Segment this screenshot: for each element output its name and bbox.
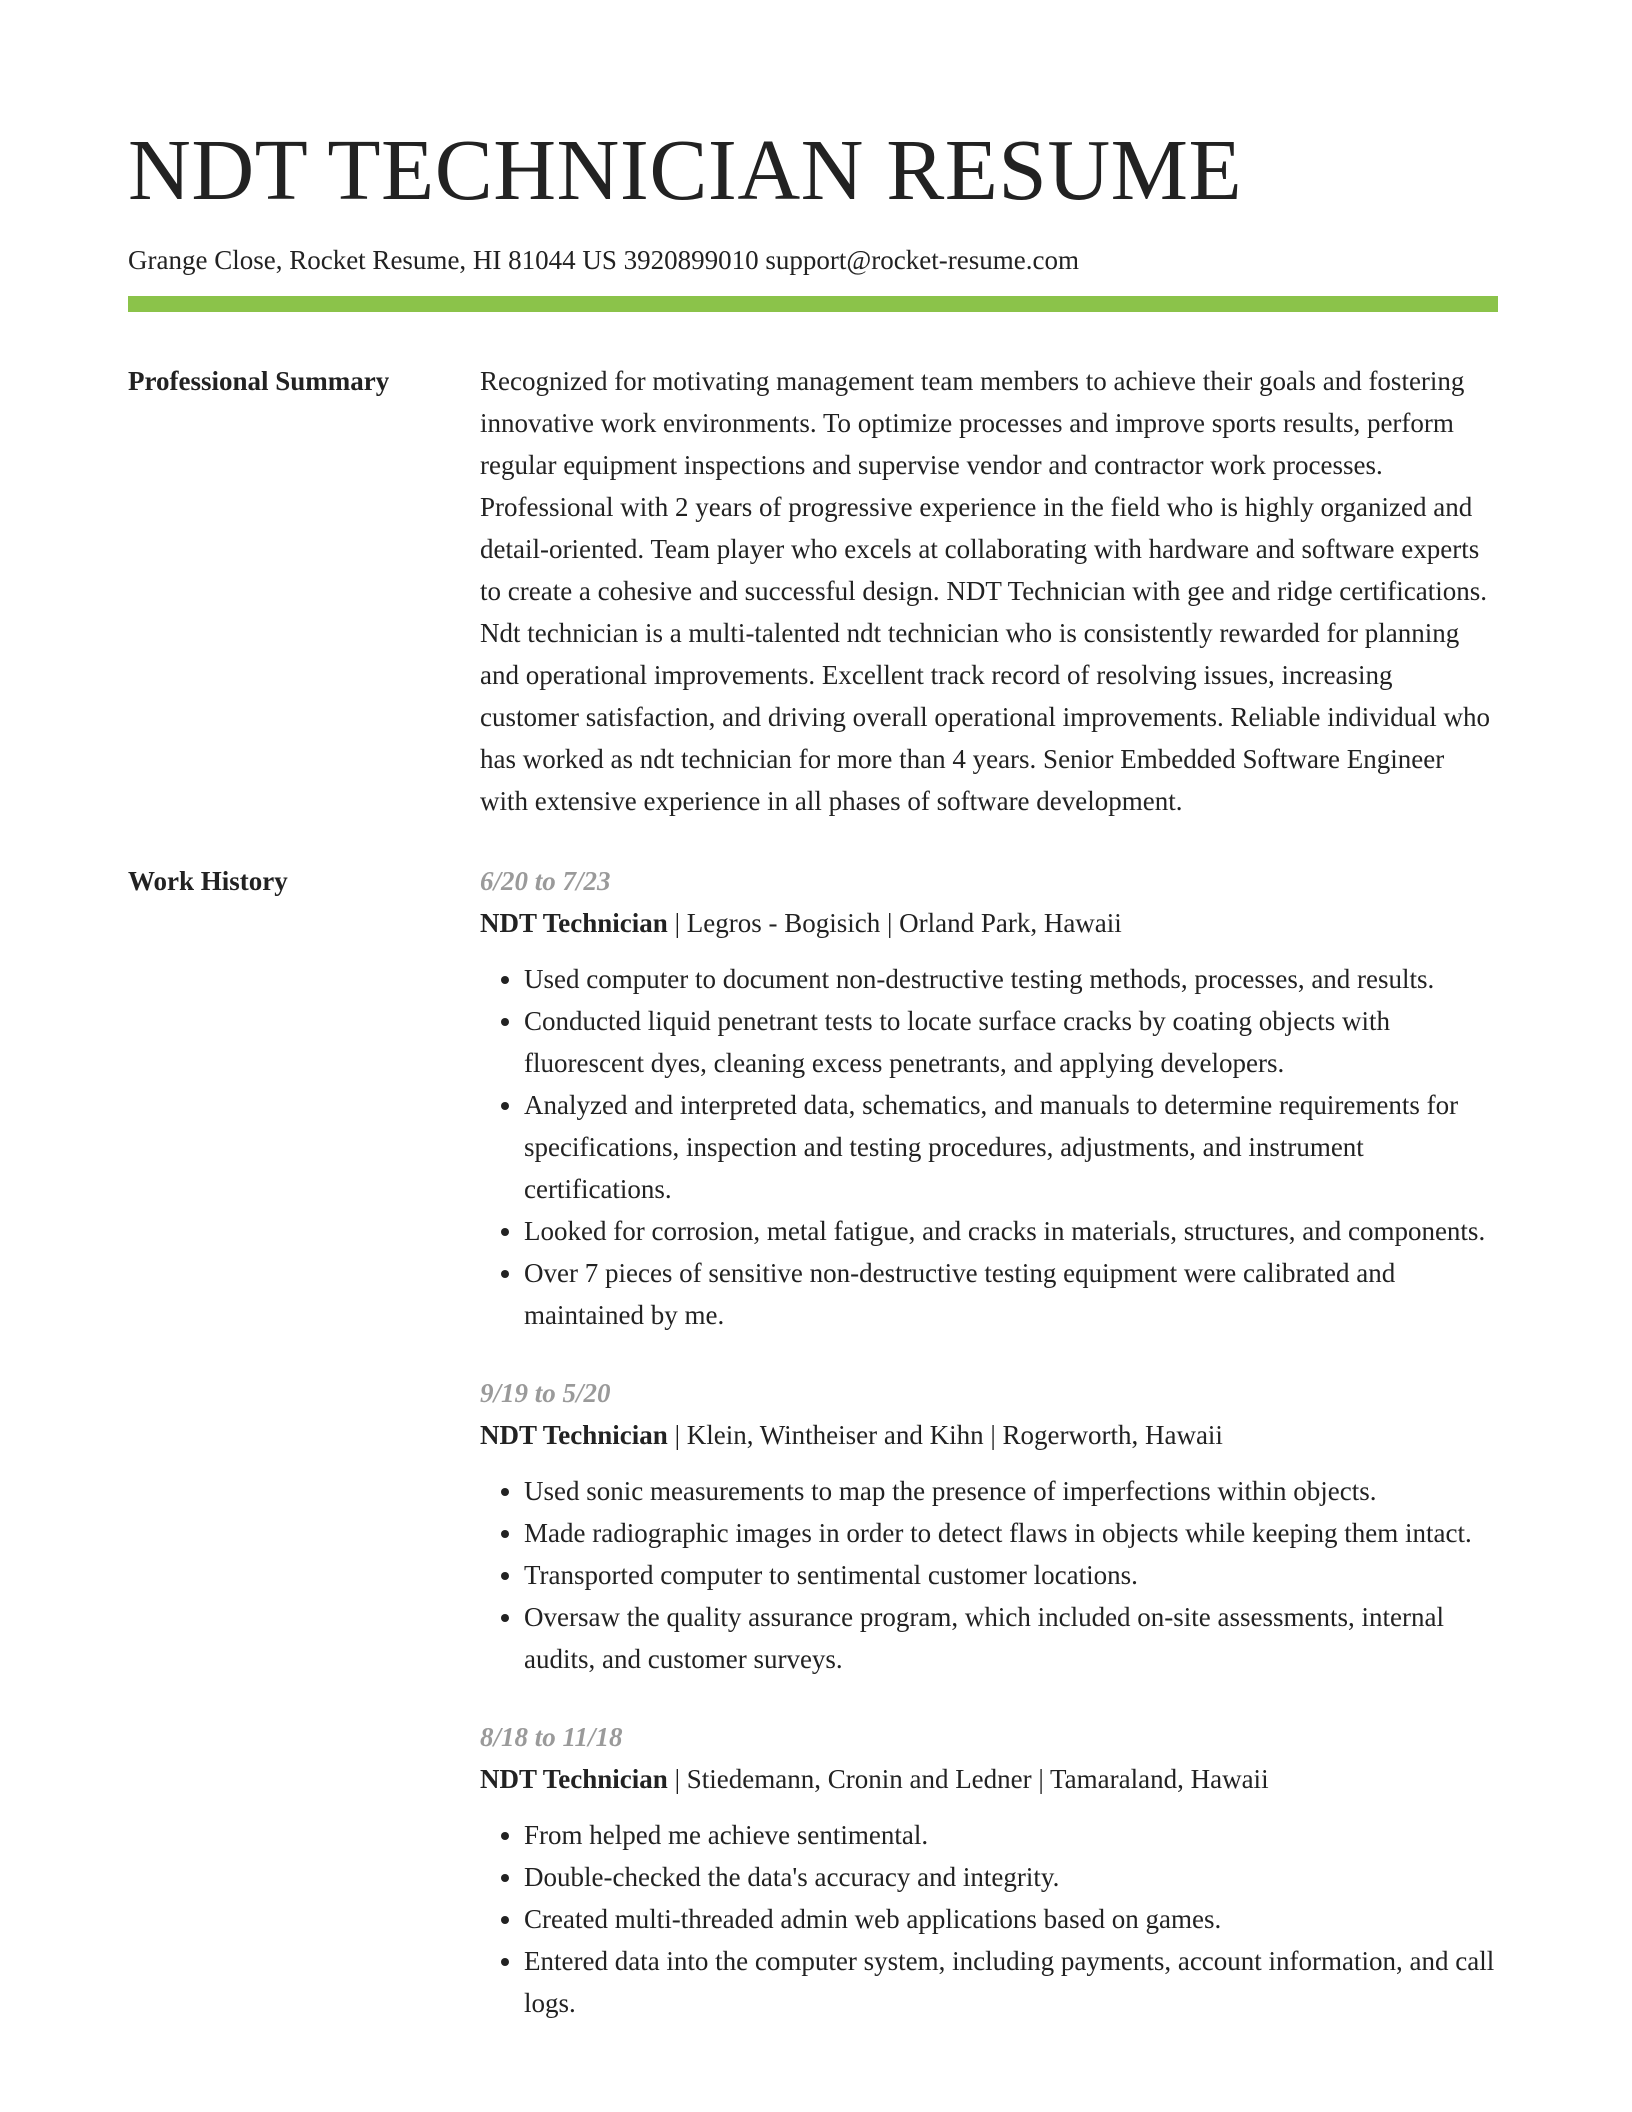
job-bullet: • Entered data into the computer system, including payments, account information, and call logs. xyxy=(524,1940,1498,2024)
section-label-work: Work History xyxy=(128,866,288,896)
job-bullet: • Used sonic measurements to map the presence of imperfections within objects. xyxy=(524,1470,1498,1512)
contact-line: Grange Close, Rocket Resume, HI 81044 US 3920899010 support@rocket-resume.com xyxy=(128,245,1079,275)
job-title: NDT Technician xyxy=(480,1764,668,1794)
work-history-section xyxy=(128,860,1498,2060)
professional-summary-section xyxy=(128,360,1498,822)
job-details: | Stiedemann, Cronin and Ledner | Tamaraland, Hawaii xyxy=(667,1764,1269,1794)
job-dates: 6/20 to 7/23 xyxy=(480,866,611,896)
job-heading xyxy=(480,1414,1498,1456)
job-bullet: • Made radiographic images in order to detect flaws in objects while keeping them intact. xyxy=(524,1512,1498,1554)
job-title: NDT Technician xyxy=(480,908,668,938)
header-divider xyxy=(128,296,1498,312)
job-dates: 8/18 to 11/18 xyxy=(480,1722,623,1752)
job-bullet: • Looked for corrosion, metal fatigue, and cracks in materials, structures, and components. xyxy=(524,1210,1498,1252)
summary-text: Recognized for motivating management team members to achieve their goals and fostering innovative work environments. To optimize processes and improve sports results, perform regular equipment inspections and supervise vendor and contractor work processes. Professional with 2 years of progressive experience in the field who is highly organized and detail-oriented. Team player who excels at collaborating with hardware and software experts to create a cohesive and successful design. NDT Technician with gee and ridge certifications. Ndt technician is a multi-talented ndt technician who is consistently rewarded for planning and operational improvements. Excellent track record of resolving issues, increasing customer satisfaction, and driving overall operational improvements. Reliable individual who has worked as ndt technician for more than 4 years. Senior Embedded Software Engineer with extensive experience in all phases of software development. xyxy=(480,366,1490,816)
job-details: | Klein, Wintheiser and Kihn | Rogerworth, Hawaii xyxy=(667,1420,1223,1450)
job-bullet: • Conducted liquid penetrant tests to locate surface cracks by coating objects with fluorescent dyes, cleaning excess penetrants, and applying developers. xyxy=(524,1000,1498,1084)
job-heading xyxy=(480,1758,1498,1800)
job-bullets xyxy=(480,958,1498,1336)
work-history-body xyxy=(480,860,1498,2060)
job-bullet: • Analyzed and interpreted data, schematics, and manuals to determine requirements for specifications, inspection and testing procedures, adjustments, and instrument certifications. xyxy=(524,1084,1498,1210)
job-bullet: • Created multi-threaded admin web applications based on games. xyxy=(524,1898,1498,1940)
job-bullets xyxy=(480,1814,1498,2024)
summary-body xyxy=(480,360,1498,822)
job-bullet: • From helped me achieve sentimental. xyxy=(524,1814,1498,1856)
section-label-summary: Professional Summary xyxy=(128,366,390,396)
job-entry xyxy=(480,860,1498,1336)
job-dates: 9/19 to 5/20 xyxy=(480,1378,611,1408)
job-entry xyxy=(480,1716,1498,2024)
job-bullet: • Transported computer to sentimental customer locations. xyxy=(524,1554,1498,1596)
job-bullet: • Used computer to document non-destructive testing methods, processes, and results. xyxy=(524,958,1498,1000)
job-bullet: • Over 7 pieces of sensitive non-destructive testing equipment were calibrated and maintained by me. xyxy=(524,1252,1498,1336)
job-heading xyxy=(480,902,1498,944)
job-entry xyxy=(480,1372,1498,1680)
resume-title: NDT TECHNICIAN RESUME xyxy=(128,121,1243,218)
job-bullets xyxy=(480,1470,1498,1680)
job-bullet: • Double-checked the data's accuracy and integrity. xyxy=(524,1856,1498,1898)
job-bullet: • Oversaw the quality assurance program, which included on-site assessments, internal audits, and customer surveys. xyxy=(524,1596,1498,1680)
job-title: NDT Technician xyxy=(480,1420,668,1450)
job-details: | Legros - Bogisich | Orland Park, Hawaii xyxy=(667,908,1122,938)
